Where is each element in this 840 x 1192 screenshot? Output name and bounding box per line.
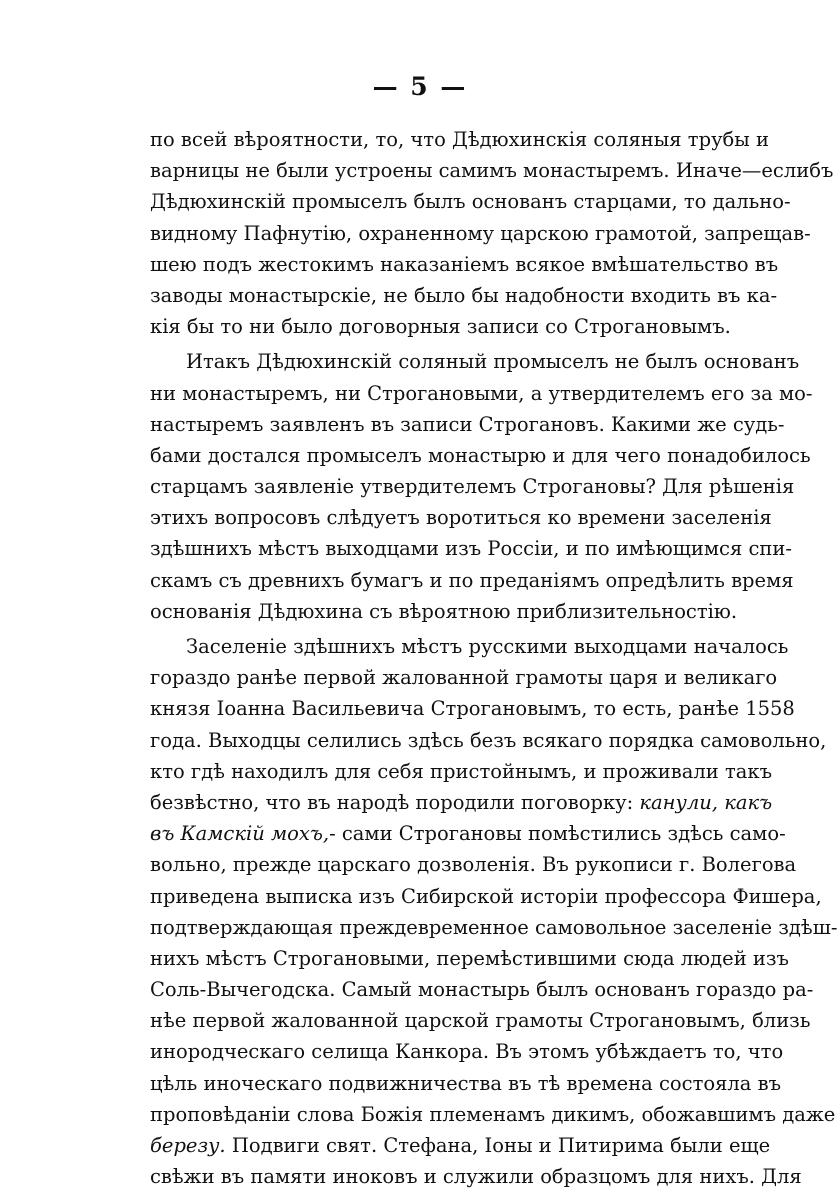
text-line: кто гдѣ находилъ для себя пристойнымъ, и проживали такъ bbox=[150, 759, 773, 783]
text-line: вольно, прежде царскаго дозволенія. Въ рукописи г. Волегова bbox=[150, 853, 797, 877]
text-line: скамъ съ древнихъ бумагъ и по преданіямъ опредѣлить время bbox=[150, 568, 794, 592]
page-number: — 5 — bbox=[372, 72, 468, 101]
text-line: настыремъ заявленъ въ записи Строгановъ. Какими же судь- bbox=[150, 412, 785, 436]
text-line: шею подъ жестокимъ наказаніемъ всякое вмѣшательство въ bbox=[150, 252, 779, 276]
body-text bbox=[150, 124, 838, 1192]
text-line: здѣшнихъ мѣстъ выходцами изъ Россіи, и по имѣющимся спи- bbox=[150, 537, 792, 561]
text-line: ни монастыремъ, ни Строгановыми, а утвердителемъ его за мо- bbox=[150, 381, 813, 405]
text-line: варницы не были устроены самимъ монастыремъ. Иначе—еслибъ bbox=[150, 159, 834, 183]
text-line: нихъ мѣстъ Строгановыми, перемѣстившими сюда людей изъ bbox=[150, 946, 789, 970]
text-line: въ Камскій мохъ,- сами Строгановы помѣстились здѣсь само- bbox=[150, 822, 786, 846]
text-line: инородческаго селища Канкора. Въ этомъ убѣждаетъ то, что bbox=[150, 1040, 784, 1064]
text-line: старцамъ заявленіе утвердителемъ Строгановы? Для рѣшенія bbox=[150, 475, 795, 499]
text-line: березу. Подвиги свят. Стефана, Іоны и Питирима были еще bbox=[150, 1134, 771, 1157]
text-line: приведена выписка изъ Сибирской исторіи профессора Фишера, bbox=[150, 884, 822, 908]
text-line: проповѣданіи слова Божія племенамъ дикимъ, обожавшимъ даже bbox=[150, 1102, 836, 1126]
text-line: бами достался промыселъ монастырю и для чего понадобилось bbox=[150, 443, 811, 467]
text-line: Соль-Вычегодска. Самый монастырь былъ основанъ гораздо ра- bbox=[150, 978, 814, 1002]
text-line: цѣль иноческаго подвижничества въ тѣ времена состояла въ bbox=[150, 1071, 782, 1095]
text-line: Итакъ Дѣдюхинскій соляный промыселъ не былъ основанъ bbox=[186, 350, 800, 374]
text-line: заводы монастырскіе, не было бы надобности входить въ ка- bbox=[150, 283, 778, 307]
text-line: нѣе первой жалованной царской грамоты Строгановымъ, близь bbox=[150, 1009, 811, 1033]
text-line: основанія Дѣдюхина съ вѣроятною приблизительностію. bbox=[150, 599, 738, 623]
text-line: года. Выходцы селились здѣсь безъ всякаго порядка самовольно, bbox=[150, 728, 827, 752]
text-line: Дѣдюхинскій промыселъ былъ основанъ старцами, то дально- bbox=[150, 190, 791, 214]
text-line: Заселеніе здѣшнихъ мѣстъ русскими выходцами началось bbox=[186, 635, 789, 658]
text-line: свѣжи въ памяти иноковъ и служили образцомъ для нихъ. Для bbox=[150, 1165, 802, 1189]
text-line: князя Іоанна Васильевича Строгановымъ, то есть, ранѣе 1558 bbox=[150, 697, 795, 721]
text-line: видному Пафнутію, охраненному царскою грамотой, запрещав- bbox=[150, 221, 811, 245]
text-line: безвѣстно, что въ народѣ породили поговорку: канули, какъ bbox=[150, 790, 773, 814]
text-line: гораздо ранѣе первой жалованной грамоты царя и великаго bbox=[150, 666, 778, 690]
text-line: по всей вѣроятности, то, что Дѣдюхинскія соляныя трубы и bbox=[150, 128, 770, 151]
text-line: подтверждающая преждевременное самовольное заселеніе здѣш- bbox=[150, 915, 838, 939]
text-line: кія бы то ни было договорныя записи со Строгановымъ. bbox=[150, 315, 731, 339]
text-line: этихъ вопросовъ слѣдуетъ воротиться ко времени заселенія bbox=[150, 506, 772, 530]
